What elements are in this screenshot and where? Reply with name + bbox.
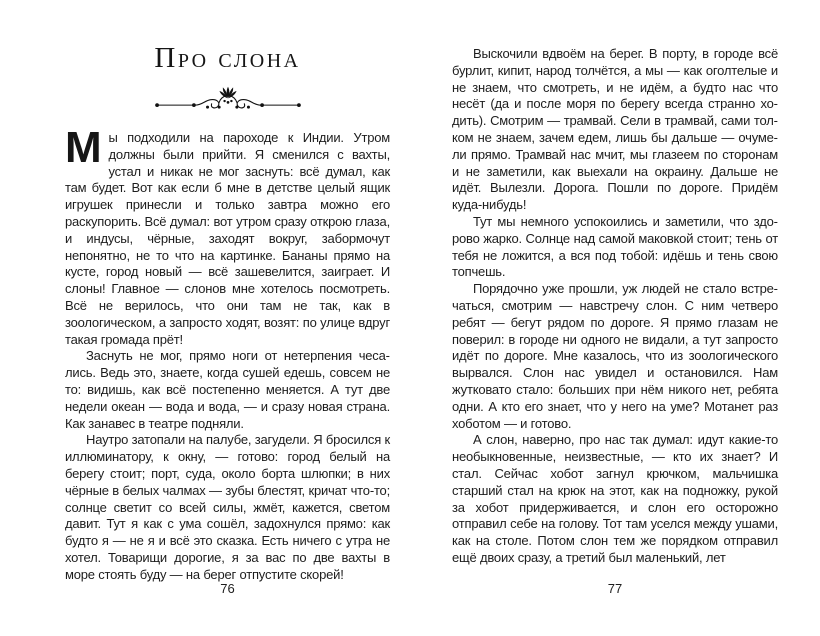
chapter-title: Про слона	[154, 42, 301, 74]
palmette-motif	[219, 87, 236, 104]
paragraph: Порядочно уже прошли, уж людей не стало встречаться, смотрим — навстречу слон. С ним четверо ребят — бегут рядом по дороге. Я прямо глазам не поверил: в городе ни одного не видали, а тут запросто идёт по дороге. Мне казалось, что из зоологического вырвался. Слон нас увидел и остановился. Нам жутковато стало: больших при нём никого нет, ребята одни. А кто его знает, что у него на уме? Мотанет раз хоботом — и готово.	[452, 281, 778, 431]
paragraph-text: ы подходили на пароходе к Индии. Утром должны были прийти. Я сменился с вахты, устал и никак не мог заснуть: всё думал, как там будет. Вот как если б мне в детстве целый ящик игрушек принесли и только завтра можно его раскупорить. Всё думал: вот утром сразу открою глаза, и индусы, чёрные, заходят вокруг, забормочут непонятно, не то что на картинке. Бананы прямо на кусте, город новый — всё зашевелится, заиграет. И слоны! Главное — слонов мне хотелось посмотреть. Всё не верилось, что они там не так, как в зоологическом, а запросто ходят, возят: по улице вдруг такая громада прёт!	[65, 130, 390, 347]
paragraph	[65, 123, 390, 348]
paragraph: Выскочили вдвоём на берег. В порту, в городе всё бурлит, кипит, народ толчётся, а мы — как оголтелые и не знаем, что смотреть, и не идём, а будто нас что несёт (да и после моря по берегу всегда странно ходить). Смотрим — трамвай. Сели в трамвай, сами толком не знаем, зачем едем, лишь бы дальше — очумели прямо. Трамвай нас мчит, мы глазеем по сторонам и не заметили, как выехали на окраину. Дальше не идёт. Вылезли. Дорога. Пошли по дороге. Придём куда-нибудь!	[452, 46, 778, 213]
paragraph: Заснуть не мог, прямо ноги от нетерпения чесались. Ведь это, знаете, когда сушей едешь, совсем не то: видишь, как всё постепенно меняется. А тут две недели океан — вода и вода, — и сразу новая страна. Как занавес в театре подняли.	[65, 348, 390, 431]
paragraph: Наутро затопали на палубе, загудели. Я бросился к иллюминатору, к окну, — готово: город белый на берегу стоит; порт, суда, около борта шлюпки; в них чёрные в белых чалмах — зубы блестят, кричат что-то; солнце светит со всей силы, жмёт, кажется, светом давит. Тут я как с ума сошёл, задохнулся прямо: как будто я — не я и всё это сказка. Есть ничего с утра не хотел. Товарищи дорогие, я за вас по две вахты в море стоять буду — на берег отпустите скорей!	[65, 432, 390, 582]
page-number-left: 76	[220, 581, 235, 596]
page-right	[452, 0, 778, 567]
divider-ornament-icon	[148, 84, 308, 114]
page-left	[65, 0, 390, 584]
page-number-right: 77	[607, 581, 623, 596]
drop-cap: М	[65, 123, 102, 172]
paragraph: А слон, наверно, про нас так думал: идут какие-то необыкновенные, неизвестные, — кто их знает? И стал. Сейчас хобот загнул крючком, мальчишка старший стал на крюк на этот, как на подножку, рукой за хобот придерживается, и слон его осторожно отправил себе на голову. Тот там уселся между ушами, как на столе. Потом слон тем же порядком отправил ещё двоих сразу, а третий был маленький, лет	[452, 432, 778, 565]
paragraph: Тут мы немного успокоились и заметили, что здорово жарко. Солнце над самой маковкой стоит; тень от тебя не ложится, а вся под тобой: идёшь и тень свою топчешь.	[452, 213, 778, 280]
left-page-body	[65, 123, 390, 584]
